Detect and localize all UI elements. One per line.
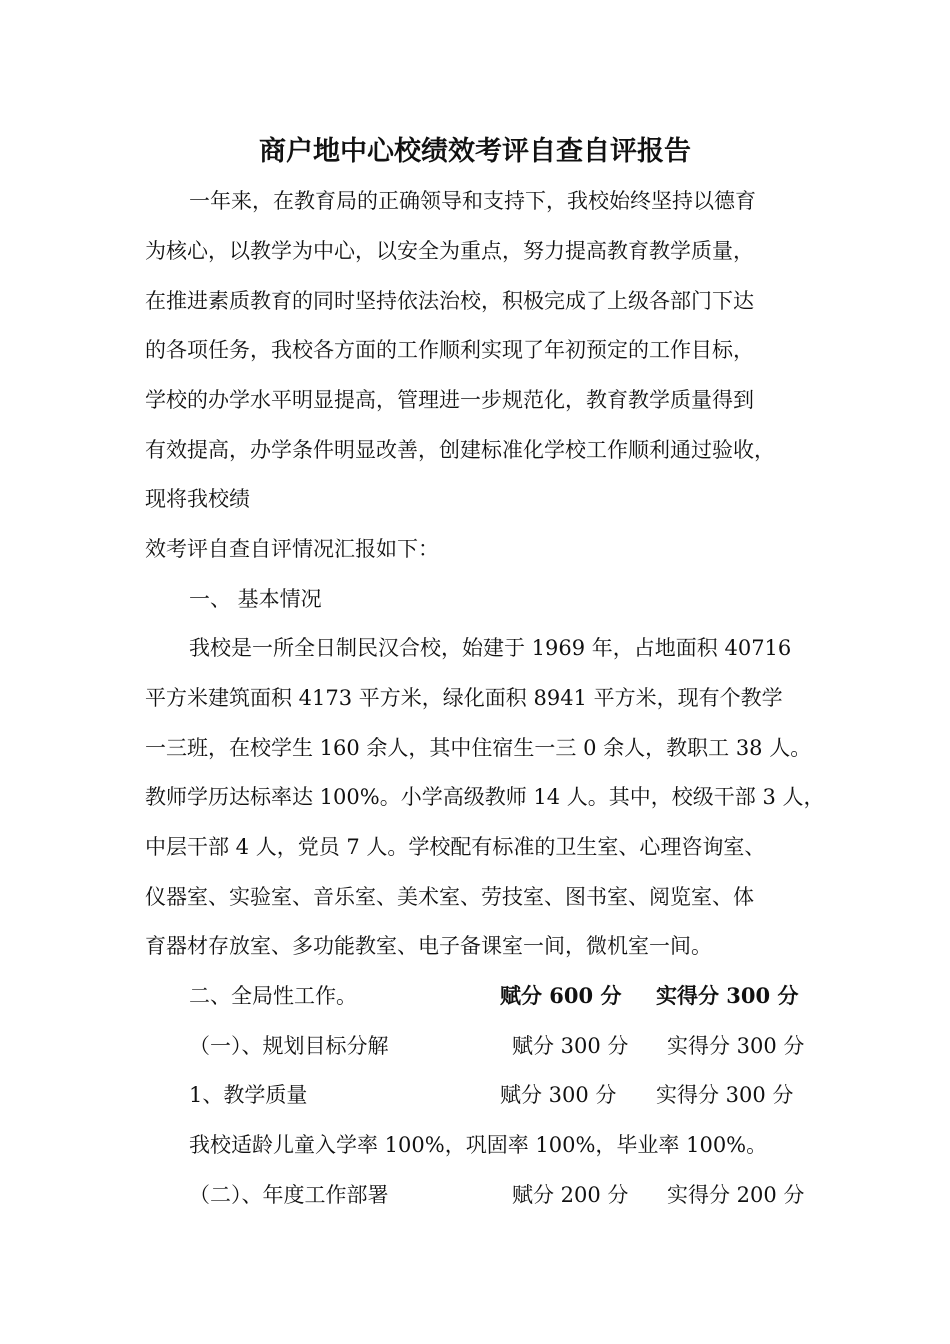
intro-line-7: 现将我校绩	[145, 487, 250, 511]
intro-line-8: 效考评自查自评情况汇报如下：	[145, 537, 439, 561]
sub1-heading: （一）、规划目标分解	[189, 1034, 389, 1058]
item1-heading: 1、教学质量	[189, 1083, 308, 1107]
section1-heading: 一、 基本情况	[189, 587, 322, 611]
sub2-actual-score: 实得分 200 分	[667, 1183, 805, 1207]
section1-line-3: 一三班，在校学生 160 余人，其中住宿生一三 0 余人，教职工 38 人。	[145, 736, 812, 760]
section1-line-2: 平方米建筑面积 4173 平方米，绿化面积 8941 平方米，现有个教学	[145, 686, 783, 710]
intro-line-4: 的各项任务，我校各方面的工作顺利实现了年初预定的工作目标，	[145, 338, 754, 362]
intro-line-1: 一年来，在教育局的正确领导和支持下，我校始终坚持以德育	[189, 189, 756, 213]
document-title: 商户地中心校绩效考评自查自评报告	[259, 136, 691, 167]
section1-line-7: 育器材存放室、多功能教室、电子备课室一间，微机室一间。	[145, 934, 712, 958]
sub2-heading: （二）、年度工作部署	[189, 1183, 389, 1207]
sub2-score: 赋分 200 分	[512, 1183, 629, 1207]
section1-line-4: 教师学历达标率达 100%。小学高级教师 14 人。其中，校级干部 3 人，	[145, 785, 825, 809]
item1-score: 赋分 300 分	[500, 1083, 617, 1107]
intro-line-6: 有效提高，办学条件明显改善，创建标准化学校工作顺利通过验收，	[145, 438, 775, 462]
sub1-score: 赋分 300 分	[512, 1034, 629, 1058]
intro-line-2: 为核心，以教学为中心，以安全为重点，努力提高教育教学质量，	[145, 239, 754, 263]
item1-body: 我校适龄儿童入学率 100%，巩固率 100%，毕业率 100%。	[189, 1133, 768, 1157]
intro-line-3: 在推进素质教育的同时坚持依法治校，积极完成了上级各部门下达	[145, 289, 754, 313]
section1-line-6: 仪器室、实验室、音乐室、美术室、劳技室、图书室、阅览室、体	[145, 885, 754, 909]
section1-line-5: 中层干部 4 人，党员 7 人。学校配有标准的卫生室、心理咨询室、	[145, 835, 766, 859]
section2-heading: 二、全局性工作。	[189, 984, 357, 1008]
intro-line-5: 学校的办学水平明显提高，管理进一步规范化，教育教学质量得到	[145, 388, 754, 412]
section2-score: 赋分 600 分	[500, 983, 622, 1008]
section1-line-1: 我校是一所全日制民汉合校，始建于 1969 年，占地面积 40716	[189, 636, 792, 660]
item1-actual-score: 实得分 300 分	[656, 1083, 794, 1107]
section2-actual-score: 实得分 300 分	[656, 983, 799, 1008]
sub1-actual-score: 实得分 300 分	[667, 1034, 805, 1058]
